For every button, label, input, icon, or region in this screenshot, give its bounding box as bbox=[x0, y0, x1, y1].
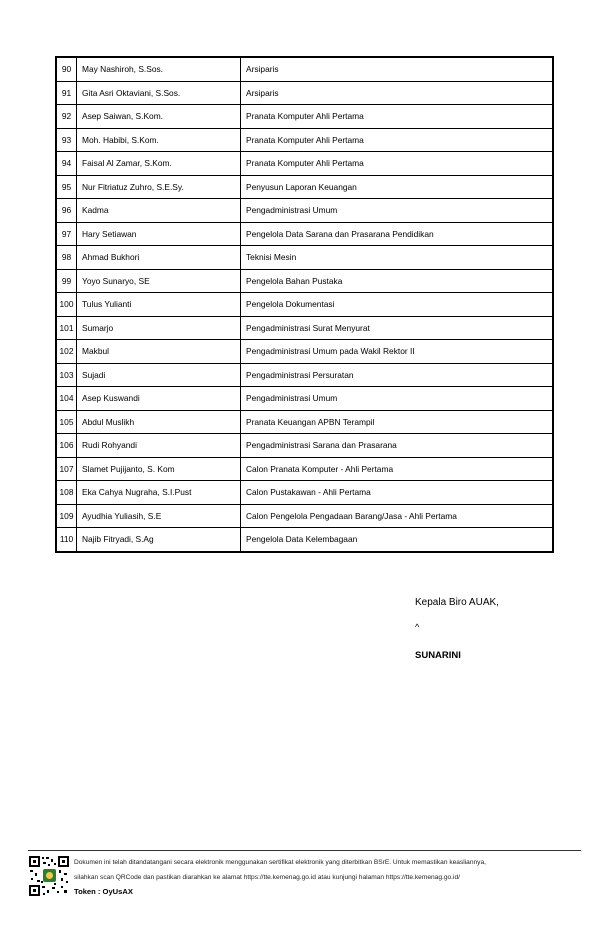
employee-name: Sujadi bbox=[77, 363, 241, 387]
table-row bbox=[57, 481, 553, 505]
employee-position: Pranata Komputer Ahli Pertama bbox=[241, 152, 553, 176]
employee-name: Sumarjo bbox=[77, 316, 241, 340]
employee-position: Arsiparis bbox=[241, 58, 553, 82]
row-number: 102 bbox=[57, 340, 77, 364]
signatory-name: SUNARINI bbox=[415, 650, 461, 661]
table-row bbox=[57, 105, 553, 129]
table-row bbox=[57, 504, 553, 528]
table-row bbox=[57, 434, 553, 458]
employee-position: Pengadministrasi Persuratan bbox=[241, 363, 553, 387]
table-row bbox=[57, 410, 553, 434]
employee-name: Tulus Yulianti bbox=[77, 293, 241, 317]
employee-position: Pengadministrasi Surat Menyurat bbox=[241, 316, 553, 340]
employee-name: Makbul bbox=[77, 340, 241, 364]
table-row bbox=[57, 58, 553, 82]
employee-name: Gita Asri Oktaviani, S.Sos. bbox=[77, 81, 241, 105]
employee-name: Najib Fitryadi, S.Ag bbox=[77, 528, 241, 552]
row-number: 94 bbox=[57, 152, 77, 176]
employee-position: Pranata Komputer Ahli Pertama bbox=[241, 105, 553, 129]
employee-position: Pengelola Bahan Pustaka bbox=[241, 269, 553, 293]
employee-name: Faisal Al Zamar, S.Kom. bbox=[77, 152, 241, 176]
row-number: 100 bbox=[57, 293, 77, 317]
row-number: 98 bbox=[57, 246, 77, 270]
row-number: 107 bbox=[57, 457, 77, 481]
token-label: Token : OyUsAX bbox=[74, 887, 133, 896]
row-number: 97 bbox=[57, 222, 77, 246]
employee-name: Slamet Pujijanto, S. Kom bbox=[77, 457, 241, 481]
row-number: 92 bbox=[57, 105, 77, 129]
employee-position: Pengadministrasi Sarana dan Prasarana bbox=[241, 434, 553, 458]
footer-divider bbox=[28, 850, 581, 851]
employee-name: Moh. Habibi, S.Kom. bbox=[77, 128, 241, 152]
staff-table bbox=[56, 57, 553, 552]
row-number: 95 bbox=[57, 175, 77, 199]
qr-code-icon bbox=[28, 855, 70, 897]
employee-position: Pengelola Data Kelembagaan bbox=[241, 528, 553, 552]
row-number: 93 bbox=[57, 128, 77, 152]
employee-position: Penyusun Laporan Keuangan bbox=[241, 175, 553, 199]
table-row bbox=[57, 175, 553, 199]
footer-note-line-2: silahkan scan QRCode dan pastikan diarahkan ke alamat https://tte.kemenag.go.id atau kunjungi halaman https://tte.kemenag.go.id/ bbox=[74, 874, 460, 881]
employee-name: Yoyo Sunaryo, SE bbox=[77, 269, 241, 293]
row-number: 106 bbox=[57, 434, 77, 458]
employee-name: Asep Kuswandi bbox=[77, 387, 241, 411]
employee-name: Abdul Muslikh bbox=[77, 410, 241, 434]
employee-position: Calon Pustakawan - Ahli Pertama bbox=[241, 481, 553, 505]
employee-name: Ayudhia Yuliasih, S.E bbox=[77, 504, 241, 528]
table-row bbox=[57, 387, 553, 411]
row-number: 90 bbox=[57, 58, 77, 82]
employee-name: Asep Saiwan, S.Kom. bbox=[77, 105, 241, 129]
signatory-title: Kepala Biro AUAK, bbox=[415, 597, 499, 608]
row-number: 109 bbox=[57, 504, 77, 528]
row-number: 108 bbox=[57, 481, 77, 505]
employee-position: Pranata Keuangan APBN Terampil bbox=[241, 410, 553, 434]
employee-position: Arsiparis bbox=[241, 81, 553, 105]
table-row bbox=[57, 316, 553, 340]
row-number: 110 bbox=[57, 528, 77, 552]
row-number: 99 bbox=[57, 269, 77, 293]
row-number: 101 bbox=[57, 316, 77, 340]
employee-position: Pengadministrasi Umum bbox=[241, 387, 553, 411]
table-row bbox=[57, 128, 553, 152]
table-row bbox=[57, 269, 553, 293]
table-row bbox=[57, 246, 553, 270]
employee-position: Calon Pengelola Pengadaan Barang/Jasa - Ahli Pertama bbox=[241, 504, 553, 528]
table-row bbox=[57, 222, 553, 246]
employee-position: Pranata Komputer Ahli Pertama bbox=[241, 128, 553, 152]
employee-name: May Nashiroh, S.Sos. bbox=[77, 58, 241, 82]
row-number: 104 bbox=[57, 387, 77, 411]
row-number: 105 bbox=[57, 410, 77, 434]
employee-position: Pengadministrasi Umum pada Wakil Rektor II bbox=[241, 340, 553, 364]
row-number: 103 bbox=[57, 363, 77, 387]
staff-table-body bbox=[57, 58, 553, 552]
employee-name: Eka Cahya Nugraha, S.I.Pust bbox=[77, 481, 241, 505]
table-row bbox=[57, 340, 553, 364]
employee-position: Pengelola Dokumentasi bbox=[241, 293, 553, 317]
table-row bbox=[57, 528, 553, 552]
employee-position: Pengadministrasi Umum bbox=[241, 199, 553, 223]
employee-name: Kadma bbox=[77, 199, 241, 223]
table-row bbox=[57, 199, 553, 223]
employee-name: Hary Setiawan bbox=[77, 222, 241, 246]
row-number: 96 bbox=[57, 199, 77, 223]
footer-note-line-1: Dokumen ini telah ditandatangani secara elektronik menggunakan sertifikat elektronik yang diterbitkan BSrE. Untuk memastikan keasliannya, bbox=[74, 859, 486, 866]
employee-position: Pengelola Data Sarana dan Prasarana Pendidikan bbox=[241, 222, 553, 246]
employee-position: Teknisi Mesin bbox=[241, 246, 553, 270]
employee-position: Calon Pranata Komputer - Ahli Pertama bbox=[241, 457, 553, 481]
table-row bbox=[57, 293, 553, 317]
employee-name: Rudi Rohyandi bbox=[77, 434, 241, 458]
employee-name: Nur Fitriatuz Zuhro, S.E.Sy. bbox=[77, 175, 241, 199]
table-row bbox=[57, 363, 553, 387]
employee-name: Ahmad Bukhori bbox=[77, 246, 241, 270]
table-row bbox=[57, 81, 553, 105]
row-number: 91 bbox=[57, 81, 77, 105]
table-row bbox=[57, 457, 553, 481]
table-row bbox=[57, 152, 553, 176]
signature-mark: ^ bbox=[415, 622, 420, 632]
